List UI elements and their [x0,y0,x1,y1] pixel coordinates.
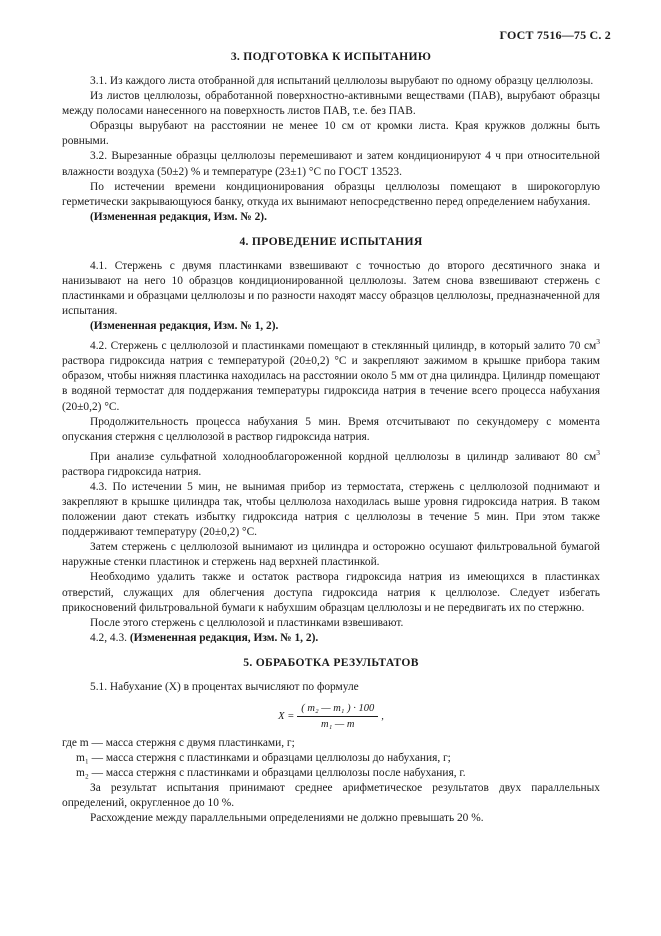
swelling-formula [62,703,600,730]
section-4-title: 4. ПРОВЕДЕНИЕ ИСПЫТАНИЯ [239,234,423,248]
amendment-note-3: (Измененная редакция, Изм. № 2). [90,210,267,223]
definition-m2: m₂ — масса стержня с пластинками и образцами целлюлозы после набухания, г. [76,767,466,780]
paragraph-3-2: 3.2. Вырезанные образцы целлюлозы перемешивают и затем кондиционируют 4 ч при относительной влажности воздуха (50±2) % и температуре (23±1) °С по ГОСТ 13523. [62,150,600,178]
formula-lhs: X = [278,710,295,722]
paragraph-4-1: 4.1. Стержень с двумя пластинками взвешивают с точностью до второго десятичного знака и нанизывают на него 10 образцов кондиционированной целлюлозы. Затем снова взвешивают стержень с пластинками и образцами целлюлозы и по разности находят массу образцов целлюлозы, предназначенной для испытания. [62,259,600,318]
paragraph-3-1: 3.1. Из каждого листа отобранной для испытаний целлюлозы вырубают по одному образцу целлюлозы. [90,75,594,87]
paragraph-5-1: 5.1. Набухание (X) в процентах вычисляют по формуле [90,680,359,693]
definition-m: где m — масса стержня с двумя пластинками, г; [62,736,295,749]
paragraph-3-2-storage: По истечении времени кондиционирования образцы целлюлозы помещают в широкогорлую герметически закрывающуюся банку, откуда их вынимают непосредственно перед определением набухания. [62,180,600,208]
formula-fraction [297,703,378,730]
paragraph-4-2: 4.2. Стержень с целлюлозой и пластинками помещают в стеклянный цилиндр, в который залито 70 $см^3$ раствора гидроксида натрия с температурой (20±0,2) °С и закрепляют зажимом в крышке прибора таким образом, чтобы нижняя пластинка находилась на расстоянии около 5 мм от дна цилиндра. Цилиндр помещают в водяной термостат для поддержания температуры гидроксида натрия в течение всего процесса набухания (20±0,2) °С. [62,337,600,413]
paragraph-4-2-sulfate: При анализе сульфатной холоднооблагороженной кордной целлюлозы в цилиндр заливают 80 $см^3$ раствора гидроксида натрия. [62,447,600,478]
amendment-note-4-2-4-3: 4.2, 4.3. (Измененная редакция, Изм. № 1, 2). [90,631,319,644]
formula-definitions [62,736,600,781]
paragraph-5-result: За результат испытания принимают среднее арифметическое результатов двух параллельных определений, округленное до 10 %. [62,782,600,810]
definition-m1: m₁ — масса стержня с пластинками и образцами целлюлозы до набухания, г; [76,752,451,765]
paragraph-3-1-distance: Образцы вырубают на расстоянии не менее 10 см от кромки листа. Края кружков должны быть ровными. [62,120,600,148]
paragraph-4-3-weigh: После этого стержень с целлюлозой и пластинками взвешивают. [90,616,404,629]
formula-denominator: m₁ — m [321,718,355,730]
running-head: ГОСТ 7516—75 С. 2 [499,28,611,42]
formula-tail: , [381,710,384,722]
section-3-title: 3. ПОДГОТОВКА К ИСПЫТАНИЮ [230,50,432,63]
amendment-note-4-1: (Измененная редакция, Изм. № 1, 2). [90,320,279,333]
section-5-title: 5. ОБРАБОТКА РЕЗУЛЬТАТОВ [243,655,419,669]
paragraph-4-3-removal: Необходимо удалить также и остаток раствора гидроксида натрия из имеющихся в пластинках отверстий, служащих для облегчения доступа гидроксида натрия к целлюлозе. Следует избегать прикосновений фильтровальной бумаги к набухшим образцам целлюлозы и не передвигать их по стержню. [62,571,600,614]
paragraph-3-1-pav: Из листов целлюлозы, обработанной поверхностно-активными веществами (ПАВ), вырубают образцы между полосами нанесенного на поверхность листов ПАВ, т.е. без ПАВ. [62,90,600,118]
page-body [62,50,600,827]
formula-numerator: ( m₂ — m₁ ) · 100 [297,703,378,717]
paragraph-4-3-drying: Затем стержень с целлюлозой вынимают из цилиндра и осторожно осушают фильтровальной бумагой наружные стенки пластинок и стержень над верхней пластинкой. [62,541,600,569]
paragraph-4-3: 4.3. По истечении 5 мин, не вынимая прибор из термостата, стержень с целлюлозой поднимают и закрепляют в крышке цилиндра так, чтобы целлюлоза находилась выше уровня гидроксида натрия. В таком положении дают стекать избытку гидроксида натрия с целлюлозы в течение 5 мин. При этом также поддерживают температуру (20±0,2) °С. [62,480,600,539]
paragraph-5-discrepancy: Расхождение между параллельными определениями не должно превышать 20 %. [90,812,484,825]
paragraph-4-2-duration: Продолжительность процесса набухания 5 мин. Время отсчитывают по секундомеру с момента опускания стержня с целлюлозой в раствор гидроксида натрия. [62,415,600,443]
